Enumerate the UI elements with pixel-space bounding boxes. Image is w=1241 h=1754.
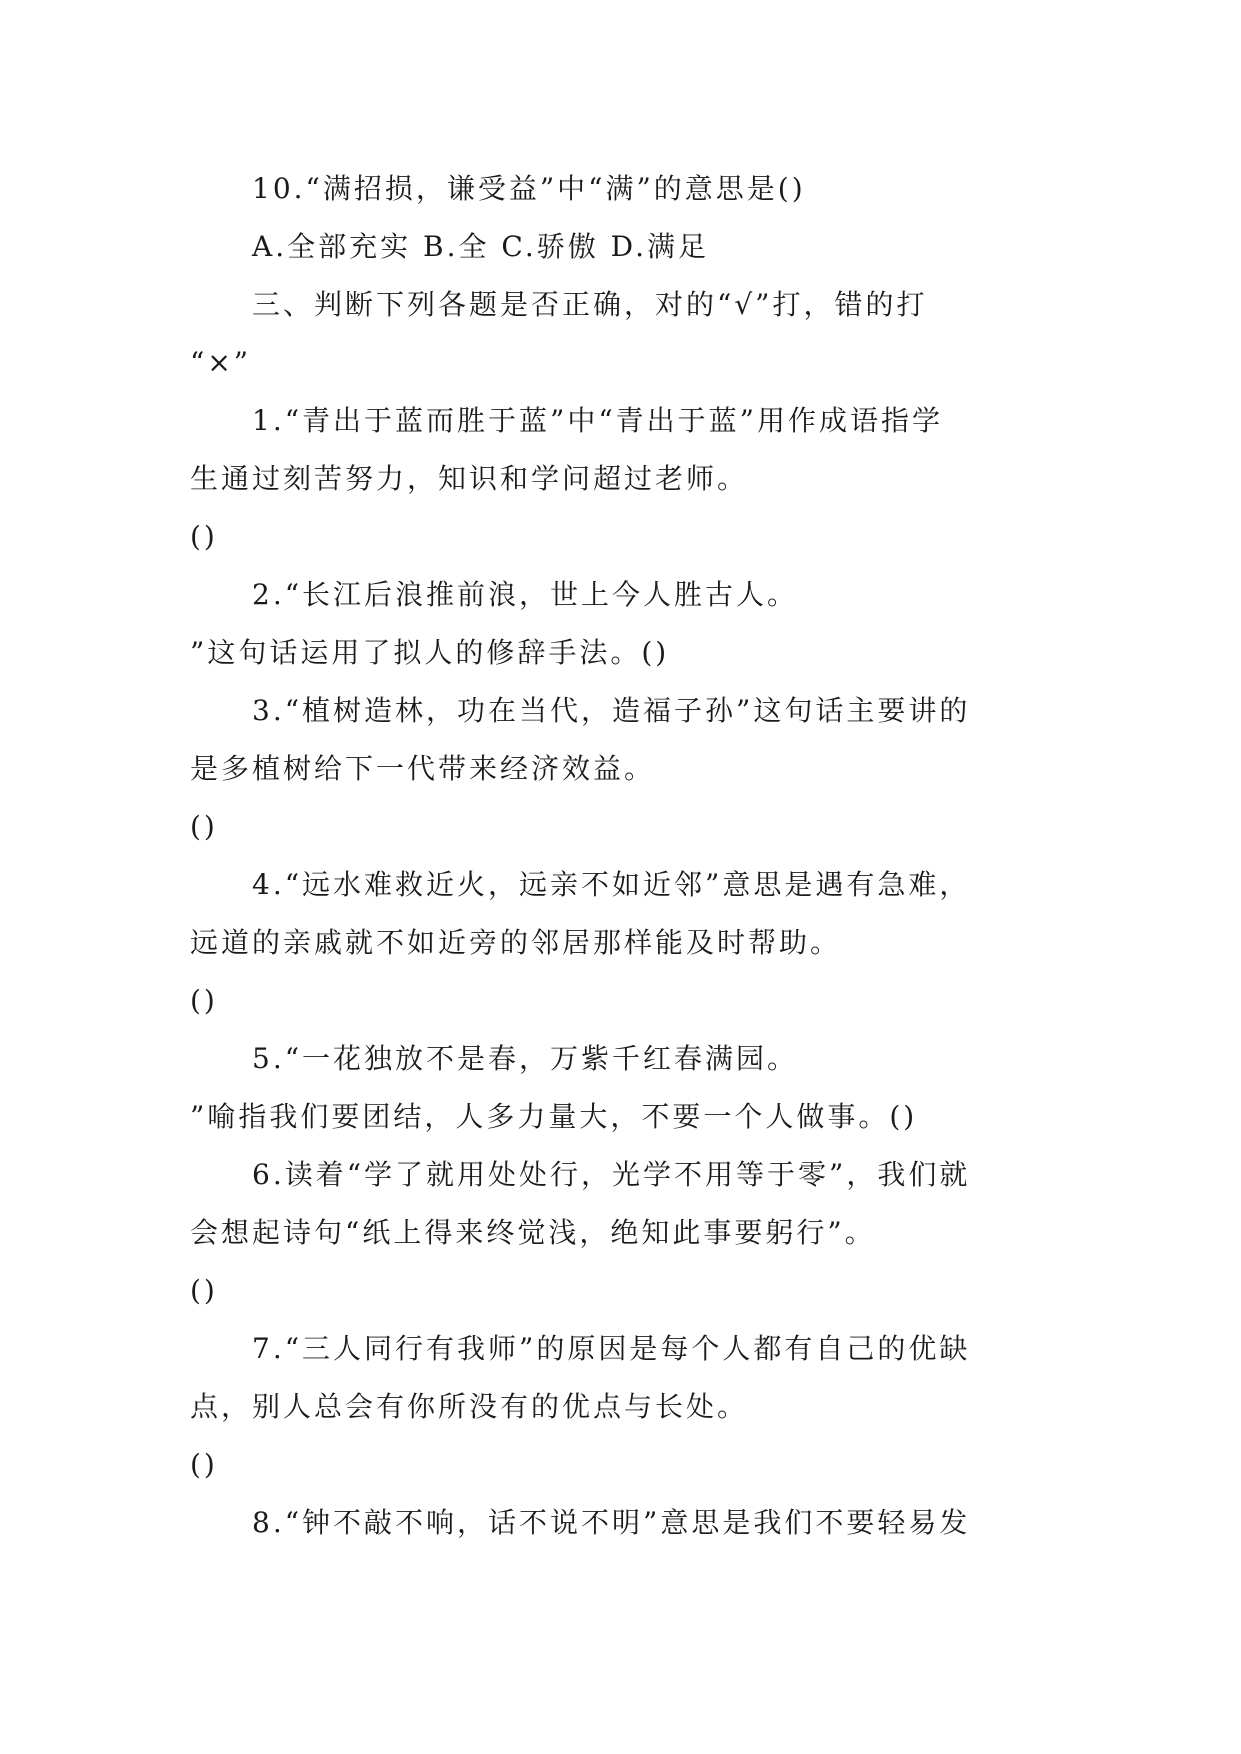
answer-blank-1: () [190,520,218,553]
section-3-heading-cont: “×” [190,346,252,379]
tf-question-2: 2.“长江后浪推前浪，世上今人胜古人。 [252,578,799,611]
tf-question-7-cont: 点，别人总会有你所没有的优点与长处。 [190,1390,749,1423]
tf-question-6: 6.读着“学了就用处处行，光学不用等于零”，我们就 [252,1158,971,1191]
tf-question-5-cont: ”喻指我们要团结，人多力量大，不要一个人做事。() [190,1100,918,1133]
tf-question-4-cont: 远道的亲戚就不如近旁的邻居那样能及时帮助。 [190,926,842,959]
tf-question-5: 5.“一花独放不是春，万紫千红春满园。 [252,1042,799,1075]
tf-question-3-cont: 是多植树给下一代带来经济效益。 [190,752,656,785]
section-3-heading: 三、判断下列各题是否正确，对的“√”打，错的打 [252,288,928,321]
question-10-options: A.全部充实 B.全 C.骄傲 D.满足 [252,230,709,263]
tf-question-1: 1.“青出于蓝而胜于蓝”中“青出于蓝”用作成语指学 [252,404,943,437]
answer-blank-7: () [190,1448,218,1481]
tf-question-6-cont: 会想起诗句“纸上得来终觉浅，绝知此事要躬行”。 [190,1216,876,1249]
tf-question-4: 4.“远水难救近火，远亲不如近邻”意思是遇有急难， [252,868,971,901]
tf-question-3: 3.“植树造林，功在当代，造福子孙”这句话主要讲的 [252,694,971,727]
tf-question-1-cont: 生通过刻苦努力，知识和学问超过老师。 [190,462,749,495]
tf-question-8: 8.“钟不敲不响，话不说不明”意思是我们不要轻易发 [252,1506,971,1539]
question-10: 10.“满招损，谦受益”中“满”的意思是() [252,172,806,205]
tf-question-2-cont: ”这句话运用了拟人的修辞手法。() [190,636,670,669]
answer-blank-4: () [190,984,218,1017]
answer-blank-3: () [190,810,218,843]
answer-blank-6: () [190,1274,218,1307]
document-body [190,160,1070,1552]
tf-question-7: 7.“三人同行有我师”的原因是每个人都有自己的优缺 [252,1332,971,1365]
